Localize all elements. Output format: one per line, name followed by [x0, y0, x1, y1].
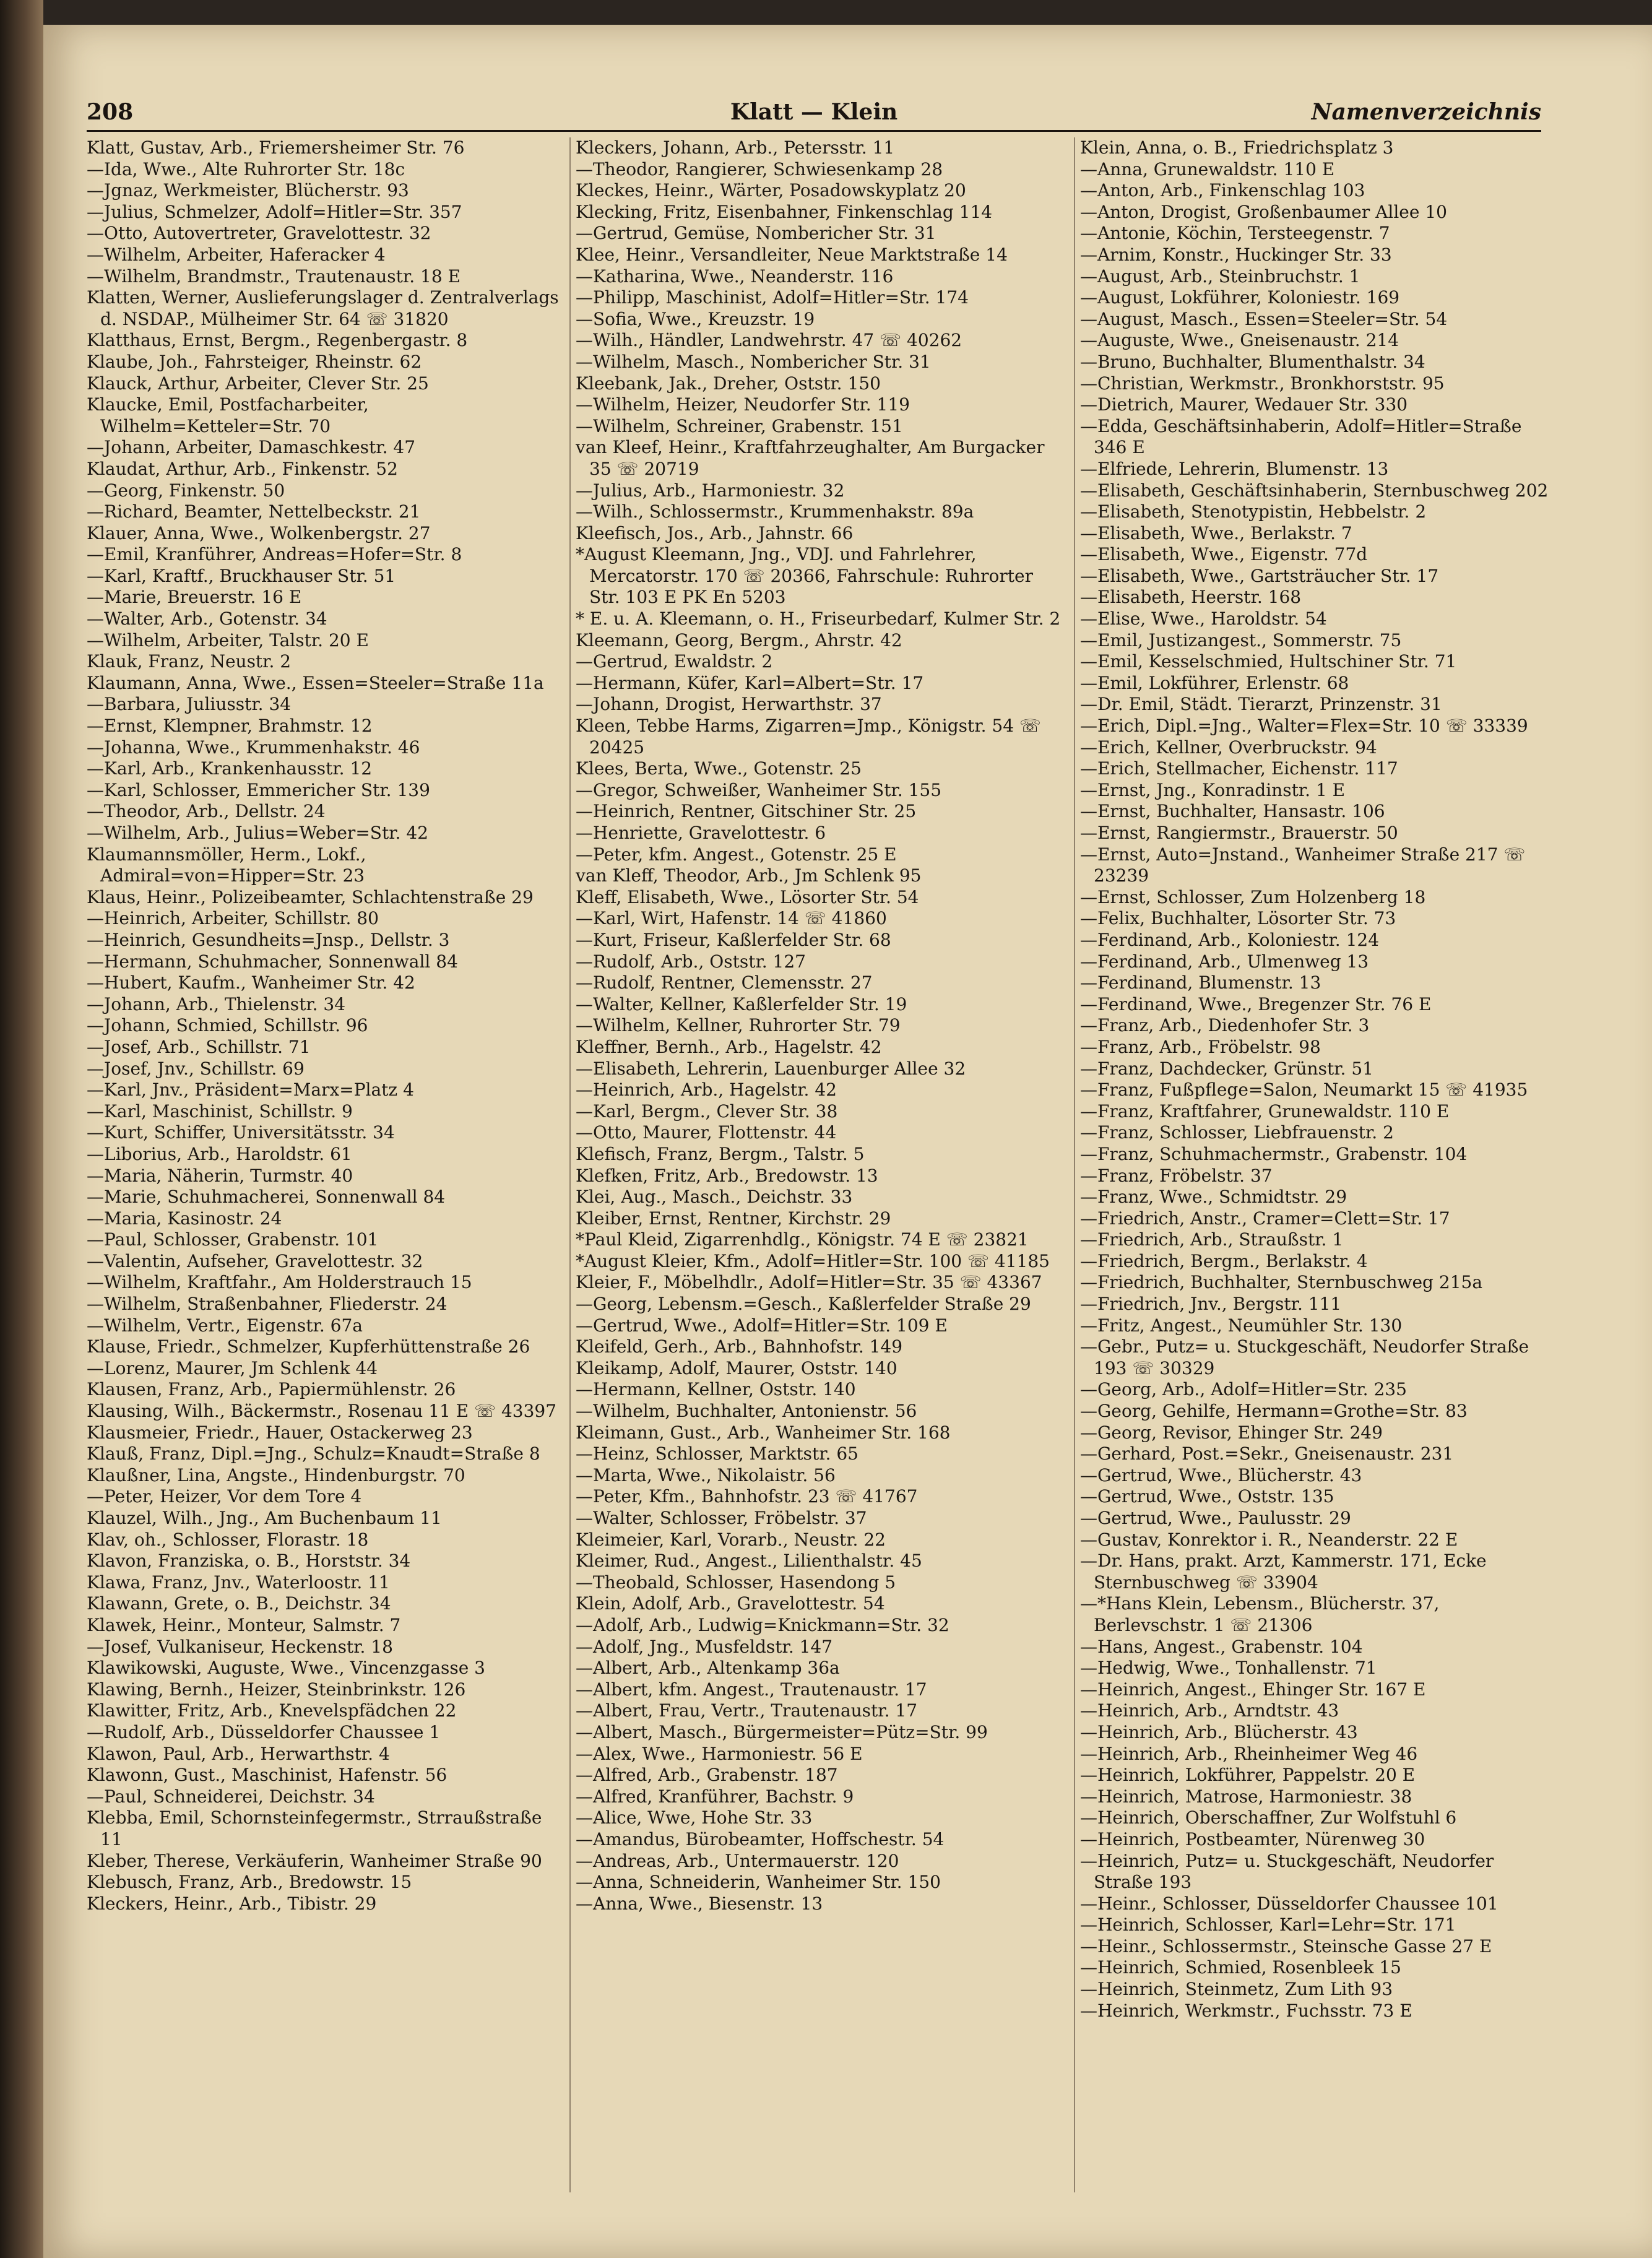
directory-entry: —Liborius, Arb., Haroldstr. 61	[87, 1143, 352, 1164]
directory-entry: —Gertrud, Wwe., Paulusstr. 29	[1080, 1508, 1351, 1528]
directory-entry: Klawitter, Fritz, Arb., Knevelspfädchen 22	[87, 1700, 457, 1721]
directory-entry: —Anna, Schneiderin, Wanheimer Str. 150	[576, 1872, 941, 1893]
directory-entry: —Gertrud, Wwe., Oststr. 135	[1080, 1486, 1334, 1507]
directory-entry: —Paul, Schneiderei, Deichstr. 34	[87, 1786, 375, 1807]
directory-entry: —Jgnaz, Werkmeister, Blücherstr. 93	[87, 180, 409, 201]
directory-entry: —Walter, Schlosser, Fröbelstr. 37	[576, 1508, 867, 1528]
header-section: Namenverzeichnis	[1311, 99, 1541, 125]
directory-entry: —Josef, Arb., Schillstr. 71	[87, 1036, 311, 1057]
directory-entry: Kleebank, Jak., Dreher, Oststr. 150	[576, 373, 881, 394]
directory-entry: —August, Lokführer, Koloniestr. 169	[1080, 287, 1400, 308]
directory-entry: —Friedrich, Buchhalter, Sternbuschweg 215a	[1080, 1272, 1483, 1293]
directory-entry: —Bruno, Buchhalter, Blumenthalstr. 34	[1080, 351, 1425, 372]
directory-entry: —Felix, Buchhalter, Lösorter Str. 73	[1080, 908, 1396, 929]
directory-entry: —Elisabeth, Lehrerin, Lauenburger Allee 32	[576, 1058, 966, 1079]
directory-entry: —Wilhelm, Vertr., Eigenstr. 67a	[87, 1315, 363, 1336]
directory-entry: Klei, Aug., Masch., Deichstr. 33	[576, 1187, 853, 1208]
directory-entry: Klatthaus, Ernst, Bergm., Regenbergastr. 8	[87, 330, 468, 351]
directory-entry: —Adolf, Arb., Ludwig=Knickmann=Str. 32	[576, 1614, 949, 1635]
directory-entry: —Karl, Arb., Krankenhausstr. 12	[87, 758, 373, 779]
directory-entry: —Ernst, Klempner, Brahmstr. 12	[87, 716, 373, 737]
directory-entry: —Erich, Kellner, Overbruckstr. 94	[1080, 737, 1377, 758]
directory-entry: *August Kleier, Kfm., Adolf=Hitler=Str. 100 ☏ 41185	[576, 1250, 1050, 1271]
directory-entry: —Theodor, Arb., Dellstr. 24	[87, 801, 326, 822]
directory-entry: —Johanna, Wwe., Krummenhakstr. 46	[87, 737, 420, 758]
directory-entry: —Wilhelm, Straßenbahner, Fliederstr. 24	[87, 1294, 448, 1315]
directory-entry: Kleckes, Heinr., Wärter, Posadowskyplatz 20	[576, 180, 966, 201]
directory-entry: Klawikowski, Auguste, Wwe., Vincenzgasse 3	[87, 1658, 485, 1679]
directory-entry: —Wilhelm, Buchhalter, Antonienstr. 56	[576, 1401, 917, 1422]
directory-entry: Klebusch, Franz, Arb., Bredowstr. 15	[87, 1872, 412, 1893]
directory-entry: —Franz, Fußpflege=Salon, Neumarkt 15 ☏ 41935	[1080, 1079, 1528, 1101]
directory-entry: —Ernst, Schlosser, Zum Holzenberg 18	[1080, 886, 1426, 907]
directory-entry: —Heinrich, Arb., Arndtstr. 43	[1080, 1700, 1339, 1721]
header-rule	[87, 130, 1541, 132]
directory-entry: Klaube, Joh., Fahrsteiger, Rheinstr. 62	[87, 351, 422, 372]
directory-entry: Klawa, Franz, Jnv., Waterloostr. 11	[87, 1572, 390, 1593]
directory-entry: —Karl, Bergm., Clever Str. 38	[576, 1101, 838, 1122]
directory-entry: Klausing, Wilh., Bäckermstr., Rosenau 11 E ☏ 43397	[87, 1401, 557, 1422]
directory-entry: —Hermann, Kellner, Oststr. 140	[576, 1379, 856, 1400]
directory-entry: Klaußner, Lina, Angste., Hindenburgstr. 70	[87, 1464, 465, 1486]
directory-entry: Klawing, Bernh., Heizer, Steinbrinkstr. 126	[87, 1679, 466, 1700]
header-title: Klatt — Klein	[730, 99, 898, 125]
directory-entry: —Gustav, Konrektor i. R., Neanderstr. 22 E	[1080, 1529, 1458, 1550]
directory-entry: Kleimeier, Karl, Vorarb., Neustr. 22	[576, 1529, 886, 1550]
directory-entry: —Albert, Frau, Vertr., Trautenaustr. 17	[576, 1700, 918, 1721]
directory-entry: —Elisabeth, Stenotypistin, Hebbelstr. 2	[1080, 501, 1427, 522]
directory-entry: —Julius, Arb., Harmoniestr. 32	[576, 480, 845, 501]
directory-entry: —Paul, Schlosser, Grabenstr. 101	[87, 1229, 379, 1250]
directory-entry: —Gregor, Schweißer, Wanheimer Str. 155	[576, 779, 942, 800]
directory-entry: —Franz, Kraftfahrer, Grunewaldstr. 110 E	[1080, 1101, 1450, 1122]
directory-entry: —Katharina, Wwe., Neanderstr. 116	[576, 266, 894, 287]
directory-entry: —Friedrich, Bergm., Berlakstr. 4	[1080, 1250, 1368, 1271]
directory-entry: —Karl, Schlosser, Emmericher Str. 139	[87, 779, 430, 800]
directory-entry: —Anna, Grunewaldstr. 110 E	[1080, 158, 1335, 180]
directory-entry: —Wilhelm, Heizer, Neudorfer Str. 119	[576, 394, 910, 415]
directory-entry: Kleikamp, Adolf, Maurer, Oststr. 140	[576, 1357, 897, 1378]
directory-entry: —Heinrich, Putz= u. Stuckgeschäft, Neudorfer Straße 193	[1080, 1850, 1494, 1893]
directory-entry: —Marie, Breuerstr. 16 E	[87, 587, 302, 608]
page-header	[87, 99, 1541, 130]
directory-entry: —Heinrich, Rentner, Gitschiner Str. 25	[576, 801, 917, 822]
directory-entry: —Richard, Beamter, Nettelbeckstr. 21	[87, 501, 421, 522]
directory-entry: —Heinrich, Steinmetz, Zum Lith 93	[1080, 1979, 1393, 2000]
directory-entry: —Fritz, Angest., Neumühler Str. 130	[1080, 1315, 1403, 1336]
directory-entry: —Georg, Revisor, Ehinger Str. 249	[1080, 1422, 1383, 1443]
directory-entry: —Alex, Wwe., Harmoniestr. 56 E	[576, 1743, 863, 1764]
directory-entry: —Georg, Gehilfe, Hermann=Grothe=Str. 83	[1080, 1401, 1468, 1422]
directory-entry: —Wilhelm, Arbeiter, Haferacker 4	[87, 244, 386, 265]
directory-entry: —Josef, Vulkaniseur, Heckenstr. 18	[87, 1636, 393, 1657]
directory-entry: Klefisch, Franz, Bergm., Talstr. 5	[576, 1143, 865, 1164]
directory-entry: Kleiber, Ernst, Rentner, Kirchstr. 29	[576, 1208, 891, 1229]
directory-entry: —August, Masch., Essen=Steeler=Str. 54	[1080, 308, 1448, 329]
directory-entry: —Wilh., Schlossermstr., Krummenhakstr. 89a	[576, 501, 974, 522]
directory-entry: —Friedrich, Anstr., Cramer=Clett=Str. 17	[1080, 1208, 1450, 1229]
directory-entry: —Theodor, Rangierer, Schwiesenkamp 28	[576, 158, 943, 180]
directory-entry: —Heinrich, Angest., Ehinger Str. 167 E	[1080, 1679, 1426, 1700]
directory-entry: Kleff, Elisabeth, Wwe., Lösorter Str. 54	[576, 886, 919, 907]
column-divider	[569, 137, 571, 2192]
directory-entry: —Erich, Stellmacher, Eichenstr. 117	[1080, 758, 1398, 779]
directory-entry: —Valentin, Aufseher, Gravelottestr. 32	[87, 1250, 423, 1271]
directory-entry: Klaus, Heinr., Polizeibeamter, Schlachtenstraße 29	[87, 886, 534, 907]
directory-entry: —Wilhelm, Masch., Nombericher Str. 31	[576, 351, 931, 372]
directory-entry: —Philipp, Maschinist, Adolf=Hitler=Str. 174	[576, 287, 969, 308]
directory-entry: —Auguste, Wwe., Gneisenaustr. 214	[1080, 330, 1399, 351]
directory-entry: Klause, Friedr., Schmelzer, Kupferhüttenstraße 26	[87, 1336, 530, 1357]
directory-entry: —Hermann, Küfer, Karl=Albert=Str. 17	[576, 672, 924, 693]
directory-entry: —Hedwig, Wwe., Tonhallenstr. 71	[1080, 1658, 1377, 1679]
directory-entry: —Anna, Wwe., Biesenstr. 13	[576, 1893, 823, 1914]
directory-entry: —Johann, Drogist, Herwarthstr. 37	[576, 694, 882, 715]
directory-entry: —Franz, Arb., Fröbelstr. 98	[1080, 1036, 1321, 1057]
directory-entry: —Emil, Justizangest., Sommerstr. 75	[1080, 629, 1402, 651]
directory-entry: —Ernst, Jng., Konradinstr. 1 E	[1080, 779, 1346, 800]
directory-entry: —Franz, Fröbelstr. 37	[1080, 1165, 1273, 1186]
directory-entry: —Henriette, Gravelottestr. 6	[576, 823, 826, 843]
directory-entry: Klecking, Fritz, Eisenbahner, Finkenschlag 114	[576, 201, 993, 222]
directory-entry: —Ernst, Auto=Jnstand., Wanheimer Straße 217 ☏ 23239	[1080, 844, 1526, 886]
directory-entry: van Kleff, Theodor, Arb., Jm Schlenk 95	[576, 865, 922, 886]
directory-entry: —Kurt, Friseur, Kaßlerfelder Str. 68	[576, 929, 891, 950]
directory-entry: Klees, Berta, Wwe., Gotenstr. 25	[576, 758, 862, 779]
directory-entry: —Georg, Arb., Adolf=Hitler=Str. 235	[1080, 1379, 1407, 1400]
directory-entry: Kleber, Therese, Verkäuferin, Wanheimer Straße 90	[87, 1850, 542, 1871]
directory-entry: —Franz, Dachdecker, Grünstr. 51	[1080, 1058, 1373, 1079]
directory-entry: Klawek, Heinr., Monteur, Salmstr. 7	[87, 1614, 401, 1635]
directory-entry: Klausmeier, Friedr., Hauer, Ostackerweg 23	[87, 1422, 473, 1443]
directory-entry: —Heinrich, Oberschaffner, Zur Wolfstuhl 6	[1080, 1807, 1457, 1828]
directory-entry: Klauzel, Wilh., Jng., Am Buchenbaum 11	[87, 1508, 442, 1528]
directory-entry: —Wilhelm, Arbeiter, Talstr. 20 E	[87, 629, 369, 651]
directory-entry: —Wilhelm, Brandmstr., Trautenaustr. 18 E	[87, 266, 461, 287]
directory-entry: —Maria, Näherin, Turmstr. 40	[87, 1165, 353, 1186]
directory-entry: —Alfred, Kranführer, Bachstr. 9	[576, 1786, 854, 1807]
directory-entry: —Johann, Arbeiter, Damaschkestr. 47	[87, 437, 416, 458]
directory-entry: —Barbara, Juliusstr. 34	[87, 694, 292, 715]
directory-entry: —Peter, Kfm., Bahnhofstr. 23 ☏ 41767	[576, 1486, 918, 1507]
directory-entry: —Otto, Autovertreter, Gravelottestr. 32	[87, 223, 431, 244]
directory-entry: —Heinrich, Postbeamter, Nürenweg 30	[1080, 1828, 1425, 1849]
directory-entry: —Marta, Wwe., Nikolaistr. 56	[576, 1464, 836, 1486]
directory-entry: Klebba, Emil, Schornsteinfegermstr., Strraußstraße 11	[87, 1807, 542, 1849]
directory-entry: —Adolf, Jng., Musfeldstr. 147	[576, 1636, 833, 1657]
column-2	[576, 137, 1065, 2205]
directory-entry: —*Hans Klein, Lebensm., Blücherstr. 37, Berlevschstr. 1 ☏ 21306	[1080, 1593, 1440, 1635]
directory-entry: —Hans, Angest., Grabenstr. 104	[1080, 1636, 1363, 1657]
directory-entry: —Georg, Finkenstr. 50	[87, 480, 285, 501]
directory-entry: —Elfriede, Lehrerin, Blumenstr. 13	[1080, 458, 1389, 479]
directory-entry: —Ernst, Buchhalter, Hansastr. 106	[1080, 801, 1385, 822]
directory-entry: —Erich, Dipl.=Jng., Walter=Flex=Str. 10 ☏ 33339	[1080, 716, 1528, 737]
directory-entry: —Elisabeth, Heerstr. 168	[1080, 587, 1302, 608]
directory-entry: —Gertrud, Gemüse, Nombericher Str. 31	[576, 223, 936, 244]
directory-entry: —Julius, Schmelzer, Adolf=Hitler=Str. 357	[87, 201, 462, 222]
directory-entry: —Heinrich, Arbeiter, Schillstr. 80	[87, 908, 379, 929]
directory-entry: —Elisabeth, Wwe., Gartsträucher Str. 17	[1080, 565, 1439, 586]
directory-entry: —Gebr., Putz= u. Stuckgeschäft, Neudorfer Straße 193 ☏ 30329	[1080, 1336, 1529, 1378]
directory-entry: —Wilhelm, Kellner, Ruhrorter Str. 79	[576, 1015, 901, 1036]
directory-entry: —Franz, Schlosser, Liebfrauenstr. 2	[1080, 1122, 1394, 1143]
directory-entry: Kleimann, Gust., Arb., Wanheimer Str. 168	[576, 1422, 951, 1443]
directory-entry: Kleckers, Johann, Arb., Petersstr. 11	[576, 137, 895, 158]
column-3	[1080, 137, 1550, 2205]
directory-entry: —Heinr., Schlosser, Düsseldorfer Chaussee 101	[1080, 1893, 1498, 1914]
directory-entry: Klawann, Grete, o. B., Deichstr. 34	[87, 1593, 391, 1614]
directory-entry: —Antonie, Köchin, Tersteegenstr. 7	[1080, 223, 1390, 244]
directory-entry: —Dr. Hans, prakt. Arzt, Kammerstr. 171, Ecke Sternbuschweg ☏ 33904	[1080, 1551, 1487, 1593]
directory-entry: Klauß, Franz, Dipl.=Jng., Schulz=Knaudt=Straße 8	[87, 1443, 540, 1464]
directory-entry: Klein, Adolf, Arb., Gravelottestr. 54	[576, 1593, 885, 1614]
book-spine	[0, 0, 43, 2258]
directory-entry: —Kurt, Schiffer, Universitätsstr. 34	[87, 1122, 395, 1143]
directory-entry: —Rudolf, Arb., Düsseldorfer Chaussee 1	[87, 1721, 441, 1742]
directory-entry: —Peter, kfm. Angest., Gotenstr. 25 E	[576, 844, 897, 865]
directory-entry: —Lorenz, Maurer, Jm Schlenk 44	[87, 1357, 378, 1378]
directory-entry: Klauck, Arthur, Arbeiter, Clever Str. 25	[87, 373, 429, 394]
directory-entry: —Friedrich, Arb., Straußstr. 1	[1080, 1229, 1344, 1250]
directory-entry: —Rudolf, Rentner, Clemensstr. 27	[576, 972, 873, 993]
directory-entry: Klav, oh., Schlosser, Florastr. 18	[87, 1529, 369, 1550]
directory-entry: —Karl, Wirt, Hafenstr. 14 ☏ 41860	[576, 908, 887, 929]
directory-entry: Klee, Heinr., Versandleiter, Neue Marktstraße 14	[576, 244, 1008, 265]
directory-entry: —Wilhelm, Schreiner, Grabenstr. 151	[576, 415, 903, 436]
directory-entry: Klaudat, Arthur, Arb., Finkenstr. 52	[87, 458, 398, 479]
directory-entry: —Dr. Emil, Städt. Tierarzt, Prinzenstr. 31	[1080, 694, 1442, 715]
directory-entry: —Albert, Masch., Bürgermeister=Pütz=Str. 99	[576, 1721, 988, 1742]
directory-entry: —Alice, Wwe, Hohe Str. 33	[576, 1807, 813, 1828]
directory-entry: —Franz, Wwe., Schmidtstr. 29	[1080, 1187, 1347, 1208]
directory-entry: —Gertrud, Wwe., Blücherstr. 43	[1080, 1464, 1362, 1486]
directory-entry: —Gerhard, Post.=Sekr., Gneisenaustr. 231	[1080, 1443, 1454, 1464]
directory-entry: Klauk, Franz, Neustr. 2	[87, 651, 292, 672]
directory-entry: —Sofia, Wwe., Kreuzstr. 19	[576, 308, 815, 329]
directory-entry: —Heinrich, Arb., Rheinheimer Weg 46	[1080, 1743, 1418, 1764]
directory-entry: —Hubert, Kaufm., Wanheimer Str. 42	[87, 972, 415, 993]
directory-entry: —Elisabeth, Geschäftsinhaberin, Sternbuschweg 202	[1080, 480, 1549, 501]
directory-entry: —Heinz, Schlosser, Marktstr. 65	[576, 1443, 858, 1464]
directory-entry: —Heinr., Schlossermstr., Steinsche Gasse 27 E	[1080, 1936, 1492, 1957]
directory-entry: Kleier, F., Möbelhdlr., Adolf=Hitler=Str. 35 ☏ 43367	[576, 1272, 1042, 1293]
directory-entry: * E. u. A. Kleemann, o. H., Friseurbedarf, Kulmer Str. 2	[576, 608, 1061, 629]
directory-entry: —Elise, Wwe., Haroldstr. 54	[1080, 608, 1327, 629]
directory-entry: —Ernst, Rangiermstr., Brauerstr. 50	[1080, 823, 1398, 843]
directory-entry: —Emil, Kesselschmied, Hultschiner Str. 71	[1080, 651, 1457, 672]
column-divider	[1074, 137, 1075, 2192]
directory-entry: *August Kleemann, Jng., VDJ. und Fahrlehrer, Mercatorstr. 170 ☏ 20366, Fahrschule: Ruhrorter Str. 103 E PK En 5203	[576, 544, 1033, 608]
directory-entry: —Wilh., Händler, Landwehrstr. 47 ☏ 40262	[576, 330, 962, 351]
directory-entry: Klatt, Gustav, Arb., Friemersheimer Str. 76	[87, 137, 465, 158]
directory-entry: —Alfred, Arb., Grabenstr. 187	[576, 1765, 838, 1786]
directory-entry: —Heinrich, Lokführer, Pappelstr. 20 E	[1080, 1765, 1416, 1786]
directory-entry: —Ferdinand, Arb., Koloniestr. 124	[1080, 929, 1380, 950]
directory-entry: —Marie, Schuhmacherei, Sonnenwall 84	[87, 1187, 446, 1208]
directory-entry: —Edda, Geschäftsinhaberin, Adolf=Hitler=Straße 346 E	[1080, 415, 1522, 458]
directory-entry: —Wilhelm, Kraftfahr., Am Holderstrauch 15	[87, 1272, 472, 1293]
directory-entry: Klaumannsmöller, Herm., Lokf., Admiral=von=Hipper=Str. 23	[87, 844, 366, 886]
directory-entry: —August, Arb., Steinbruchstr. 1	[1080, 266, 1360, 287]
directory-entry: —Theobald, Schlosser, Hasendong 5	[576, 1572, 896, 1593]
directory-entry: Kleimer, Rud., Angest., Lilienthalstr. 45	[576, 1551, 922, 1572]
directory-entry: Klawonn, Gust., Maschinist, Hafenstr. 56	[87, 1765, 448, 1786]
directory-entry: —Rudolf, Arb., Oststr. 127	[576, 951, 806, 972]
directory-entry: —Gertrud, Ewaldstr. 2	[576, 651, 773, 672]
directory-entry: —Christian, Werkmstr., Bronkhorststr. 95	[1080, 373, 1445, 394]
directory-entry: —Elisabeth, Wwe., Eigenstr. 77d	[1080, 544, 1368, 565]
directory-entry: —Karl, Kraftf., Bruckhauser Str. 51	[87, 565, 396, 586]
directory-entry: —Maria, Kasinostr. 24	[87, 1208, 282, 1229]
directory-entry: —Georg, Lebensm.=Gesch., Kaßlerfelder Straße 29	[576, 1294, 1031, 1315]
directory-entry: —Elisabeth, Wwe., Berlakstr. 7	[1080, 522, 1352, 543]
directory-entry: —Anton, Drogist, Großenbaumer Allee 10	[1080, 201, 1447, 222]
directory-entry: —Josef, Jnv., Schillstr. 69	[87, 1058, 305, 1079]
directory-entry: Klawon, Paul, Arb., Herwarthstr. 4	[87, 1743, 390, 1764]
directory-entry: Kleckers, Heinr., Arb., Tibistr. 29	[87, 1893, 377, 1914]
directory-entry: —Heinrich, Matrose, Harmoniestr. 38	[1080, 1786, 1412, 1807]
directory-entry: —Dietrich, Maurer, Wedauer Str. 330	[1080, 394, 1408, 415]
directory-entry: —Heinrich, Arb., Hagelstr. 42	[576, 1079, 837, 1101]
directory-entry: —Karl, Maschinist, Schillstr. 9	[87, 1101, 353, 1122]
page-number: 208	[87, 99, 134, 125]
directory-entry: Klein, Anna, o. B., Friedrichsplatz 3	[1080, 137, 1394, 158]
directory-entry: —Heinrich, Werkmstr., Fuchsstr. 73 E	[1080, 2000, 1412, 2021]
directory-entry: —Wilhelm, Arb., Julius=Weber=Str. 42	[87, 823, 428, 843]
directory-entry: —Walter, Kellner, Kaßlerfelder Str. 19	[576, 993, 907, 1014]
directory-entry: —Heinrich, Schmied, Rosenbleek 15	[1080, 1957, 1401, 1978]
directory-entry: —Albert, Arb., Altenkamp 36a	[576, 1658, 840, 1679]
directory-entry: Kleffner, Bernh., Arb., Hagelstr. 42	[576, 1036, 882, 1057]
directory-entry: —Walter, Arb., Gotenstr. 34	[87, 608, 327, 629]
directory-entry: —Andreas, Arb., Untermauerstr. 120	[576, 1850, 899, 1871]
directory-entry: *Paul Kleid, Zigarrenhdlg., Königstr. 74 E ☏ 23821	[576, 1229, 1029, 1250]
directory-entry: —Ferdinand, Wwe., Bregenzer Str. 76 E	[1080, 993, 1432, 1014]
directory-entry: Klaumann, Anna, Wwe., Essen=Steeler=Straße 11a	[87, 672, 544, 693]
directory-entry: —Peter, Heizer, Vor dem Tore 4	[87, 1486, 362, 1507]
directory-entry: Klatten, Werner, Auslieferungslager d. Zentralverlags d. NSDAP., Mülheimer Str. 64 ☏ 31820	[87, 287, 559, 329]
directory-entry: —Heinrich, Schlosser, Karl=Lehr=Str. 171	[1080, 1914, 1456, 1936]
directory-entry: —Heinrich, Arb., Blücherstr. 43	[1080, 1721, 1358, 1742]
column-1	[87, 137, 563, 2205]
directory-entry: —Albert, kfm. Angest., Trautenaustr. 17	[576, 1679, 927, 1700]
directory-entry: —Karl, Jnv., Präsident=Marx=Platz 4	[87, 1079, 414, 1101]
directory-entry: Klavon, Franziska, o. B., Horststr. 34	[87, 1551, 411, 1572]
directory-entry: Klausen, Franz, Arb., Papiermühlenstr. 26	[87, 1379, 456, 1400]
directory-entry: —Gertrud, Wwe., Adolf=Hitler=Str. 109 E	[576, 1315, 948, 1336]
directory-entry: Kleifeld, Gerh., Arb., Bahnhofstr. 149	[576, 1336, 903, 1357]
directory-entry: —Emil, Kranführer, Andreas=Hofer=Str. 8	[87, 544, 462, 565]
directory-entry: —Johann, Arb., Thielenstr. 34	[87, 993, 346, 1014]
directory-entry: —Ida, Wwe., Alte Ruhrorter Str. 18c	[87, 158, 405, 180]
directory-entry: Klauer, Anna, Wwe., Wolkenbergstr. 27	[87, 522, 431, 543]
directory-entry: —Ferdinand, Arb., Ulmenweg 13	[1080, 951, 1369, 972]
directory-entry: Klefken, Fritz, Arb., Bredowstr. 13	[576, 1165, 878, 1186]
directory-entry: Kleefisch, Jos., Arb., Jahnstr. 66	[576, 522, 854, 543]
directory-entry: Kleen, Tebbe Harms, Zigarren=Jmp., Königstr. 54 ☏ 20425	[576, 716, 1041, 758]
directory-entry: —Arnim, Konstr., Huckinger Str. 33	[1080, 244, 1392, 265]
directory-entry: —Anton, Arb., Finkenschlag 103	[1080, 180, 1365, 201]
directory-entry: Klaucke, Emil, Postfacharbeiter, Wilhelm=Ketteler=Str. 70	[87, 394, 369, 436]
directory-entry: —Amandus, Bürobeamter, Hoffschestr. 54	[576, 1828, 945, 1849]
directory-entry: —Johann, Schmied, Schillstr. 96	[87, 1015, 368, 1036]
directory-entry: —Emil, Lokführer, Erlenstr. 68	[1080, 672, 1349, 693]
directory-entry: —Ferdinand, Blumenstr. 13	[1080, 972, 1321, 993]
directory-entry: Kleemann, Georg, Bergm., Ahrstr. 42	[576, 629, 902, 651]
directory-entry: —Friedrich, Jnv., Bergstr. 111	[1080, 1294, 1342, 1315]
directory-entry: —Heinrich, Gesundheits=Jnsp., Dellstr. 3	[87, 929, 450, 950]
directory-entry: —Franz, Arb., Diedenhofer Str. 3	[1080, 1015, 1370, 1036]
directory-entry: —Hermann, Schuhmacher, Sonnenwall 84	[87, 951, 458, 972]
directory-entry: —Franz, Schuhmachermstr., Grabenstr. 104	[1080, 1143, 1468, 1164]
directory-entry: van Kleef, Heinr., Kraftfahrzeughalter, Am Burgacker 35 ☏ 20719	[576, 437, 1045, 479]
directory-entry: —Otto, Maurer, Flottenstr. 44	[576, 1122, 837, 1143]
